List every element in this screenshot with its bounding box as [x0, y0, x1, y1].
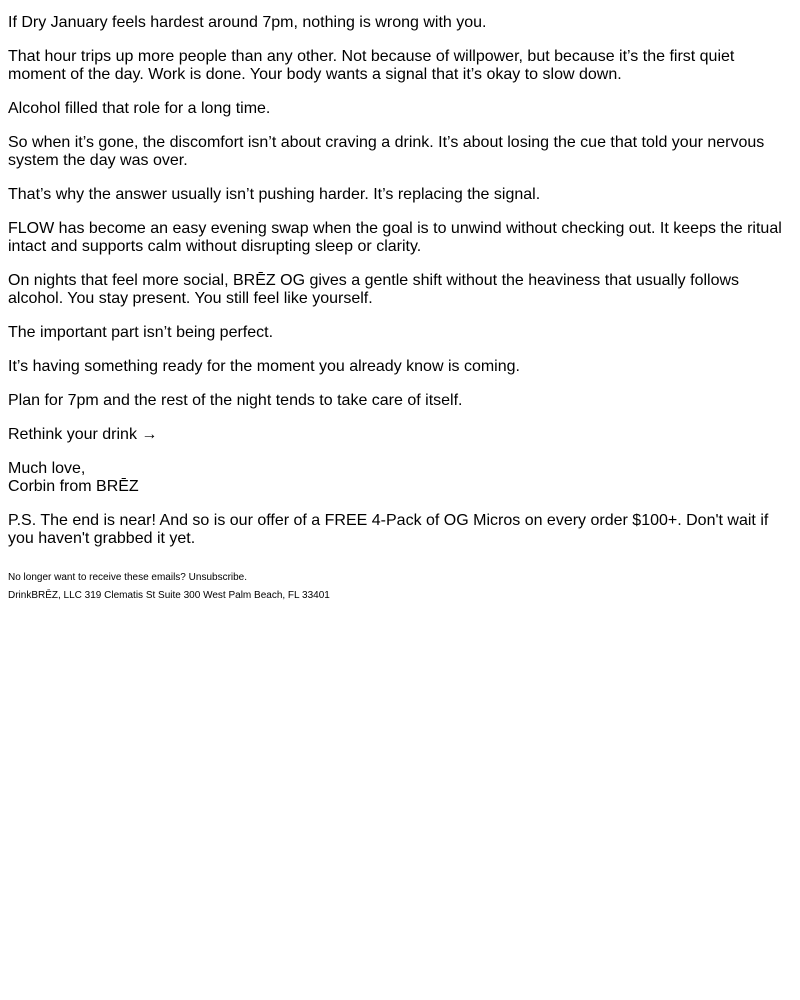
postscript: P.S. The end is near! And so is our offer of a FREE 4-Pack of OG Micros on every order $100+. Don't wait if you haven't grabbed it yet.	[8, 512, 769, 547]
rethink-drink-link[interactable]: Rethink your drink →	[8, 426, 158, 443]
paragraph: It’s having something ready for the moment you already know is coming.	[8, 358, 520, 375]
paragraph: If Dry January feels hardest around 7pm, nothing is wrong with you.	[8, 14, 487, 31]
paragraph: That hour trips up more people than any other. Not because of willpower, but because it’s the first quiet moment of the day. Work is done. Your body wants a signal that it’s okay to slow down.	[8, 48, 735, 83]
paragraph: The important part isn’t being perfect.	[8, 324, 274, 341]
signoff	[8, 460, 792, 496]
unsubscribe-link[interactable]: Unsubscribe.	[188, 572, 248, 583]
email-footer	[8, 572, 792, 602]
paragraph: Alcohol filled that role for a long time.	[8, 100, 271, 117]
unsubscribe-prefix: No longer want to receive these emails?	[8, 572, 186, 583]
paragraph: So when it’s gone, the discomfort isn’t about craving a drink. It’s about losing the cue that told your nervous system the day was over.	[8, 134, 765, 169]
signoff-greeting: Much love,	[8, 460, 86, 477]
paragraph: That’s why the answer usually isn’t pushing harder. It’s replacing the signal.	[8, 186, 541, 203]
unsubscribe-line	[8, 572, 792, 584]
signoff-name: Corbin from BRĒZ	[8, 478, 139, 495]
cta-paragraph	[8, 426, 792, 444]
paragraph: On nights that feel more social, BRĒZ OG gives a gentle shift without the heaviness that usually follows alcohol. You stay present. You still feel like yourself.	[8, 272, 740, 307]
paragraph: FLOW has become an easy evening swap when the goal is to unwind without checking out. It keeps the ritual intact and supports calm without disrupting sleep or clarity.	[8, 220, 782, 255]
company-address: DrinkBRĒZ, LLC 319 Clematis St Suite 300 West Palm Beach, FL 33401	[8, 590, 330, 601]
paragraph: Plan for 7pm and the rest of the night tends to take care of itself.	[8, 392, 463, 409]
